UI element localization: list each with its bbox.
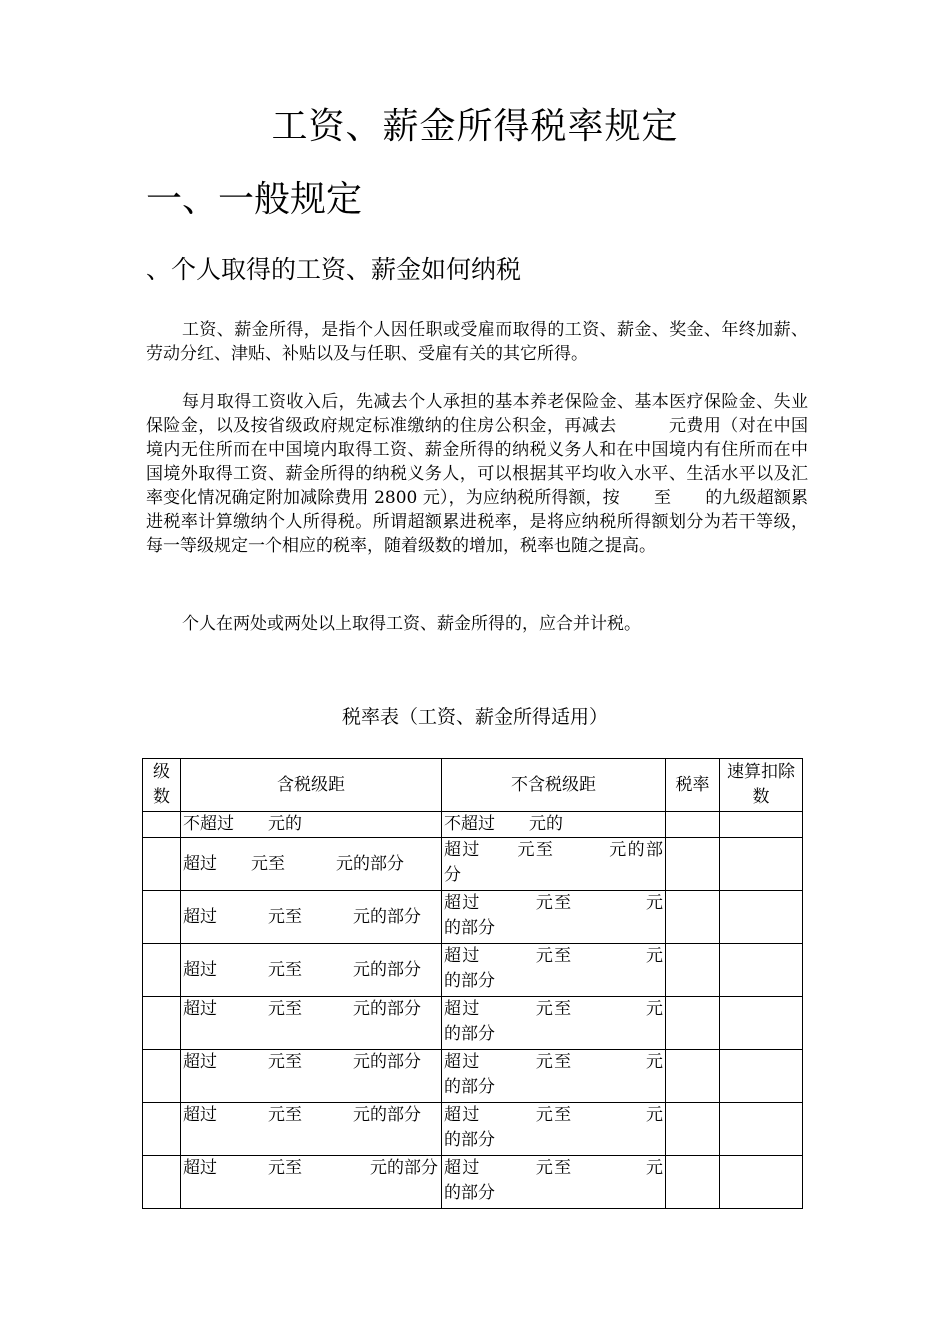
rate-cell: [666, 1156, 720, 1209]
rate-cell: [666, 891, 720, 944]
taxable-bracket-cell: 超过 元至 元的部分: [181, 1103, 442, 1156]
table-row: [143, 1156, 803, 1209]
document-title: 工资、薪金所得税率规定: [271, 106, 679, 147]
tax-rate-table: [142, 758, 803, 1209]
table-row: [143, 1050, 803, 1103]
subsection-heading: 、个人取得的工资、薪金如何纳税: [146, 255, 522, 284]
header-level: 级数: [143, 759, 181, 812]
level-cell: [143, 838, 181, 891]
header-quick-deduction: 速算扣除数: [720, 759, 803, 812]
header-taxable-bracket: 含税级距: [181, 759, 442, 812]
nontaxable-bracket-cell: 超过 元至 元的部分: [442, 997, 666, 1050]
taxable-bracket-cell: 超过 元至 元的部分: [181, 944, 442, 997]
table-caption: 税率表（工资、薪金所得适用）: [341, 706, 608, 728]
table-row: [143, 812, 803, 838]
nontaxable-bracket-cell: 超过 元至 元的部分: [442, 944, 666, 997]
table-row: [143, 891, 803, 944]
level-cell: [143, 812, 181, 838]
taxable-bracket-cell: 超过 元至 元的部分: [181, 997, 442, 1050]
section-heading: 一、一般规定: [146, 179, 363, 220]
nontaxable-bracket-cell: 超过 元至 元的部分: [442, 1050, 666, 1103]
paragraph-definition: 工资、薪金所得，是指个人因任职或受雇而取得的工资、薪金、奖金、年终加薪、劳动分红、津贴、补贴以及与任职、受雇有关的其它所得。: [146, 320, 808, 364]
level-cell: [143, 1156, 181, 1209]
header-rate: 税率: [666, 759, 720, 812]
nontaxable-bracket-cell: 超过 元至 元的部分: [442, 1156, 666, 1209]
taxable-bracket-cell: 超过 元至 元的部分: [181, 1050, 442, 1103]
deduction-cell: [720, 1103, 803, 1156]
rate-cell: [666, 812, 720, 838]
table-row: [143, 997, 803, 1050]
nontaxable-bracket-cell: 不超过 元的: [442, 812, 666, 838]
deduction-cell: [720, 891, 803, 944]
paragraph-combined: 个人在两处或两处以上取得工资、薪金所得的，应合并计税。: [182, 614, 641, 634]
header-nontaxable-bracket: 不含税级距: [442, 759, 666, 812]
table-row: [143, 838, 803, 891]
taxable-bracket-cell: 超过 元至 元的部分: [181, 1156, 442, 1209]
taxable-bracket-cell: 超过 元至 元的部分: [181, 838, 442, 891]
nontaxable-bracket-cell: 超过 元至 元的部分: [442, 1103, 666, 1156]
rate-cell: [666, 838, 720, 891]
deduction-cell: [720, 838, 803, 891]
level-cell: [143, 997, 181, 1050]
table-row: [143, 944, 803, 997]
deduction-cell: [720, 944, 803, 997]
taxable-bracket-cell: 不超过 元的: [181, 812, 442, 838]
nontaxable-bracket-cell: 超过 元至 元的部分: [442, 891, 666, 944]
level-cell: [143, 891, 181, 944]
level-cell: [143, 1050, 181, 1103]
level-cell: [143, 1103, 181, 1156]
deduction-cell: [720, 812, 803, 838]
paragraph-calculation: 每月取得工资收入后，先减去个人承担的基本养老保险金、基本医疗保险金、失业保险金，以及按省级政府规定标准缴纳的住房公积金，再减去 元费用（对在中国境内无住所而在中国境内取得工资、薪金所得的纳税义务人和在中国境内有住所而在中国境外取得工资、薪金所得的纳税义务人，可以根据其平均收入水平、生活水平以及汇率变化情况确定附加减除费用 2800 元），为应纳税所得额，按 至 的九级超额累进税率计算缴纳个人所得税。所谓超额累进税率，是将应纳税所得额划分为若干等级，每一等级规定一个相应的税率，随着级数的增加，税率也随之提高。: [146, 392, 808, 556]
taxable-bracket-cell: 超过 元至 元的部分: [181, 891, 442, 944]
rate-cell: [666, 997, 720, 1050]
table-row: [143, 1103, 803, 1156]
deduction-cell: [720, 1050, 803, 1103]
deduction-cell: [720, 997, 803, 1050]
rate-cell: [666, 1050, 720, 1103]
deduction-cell: [720, 1156, 803, 1209]
level-cell: [143, 944, 181, 997]
nontaxable-bracket-cell: 超过 元至 元的部分: [442, 838, 666, 891]
rate-cell: [666, 1103, 720, 1156]
table-header-row: [143, 759, 803, 812]
rate-cell: [666, 944, 720, 997]
